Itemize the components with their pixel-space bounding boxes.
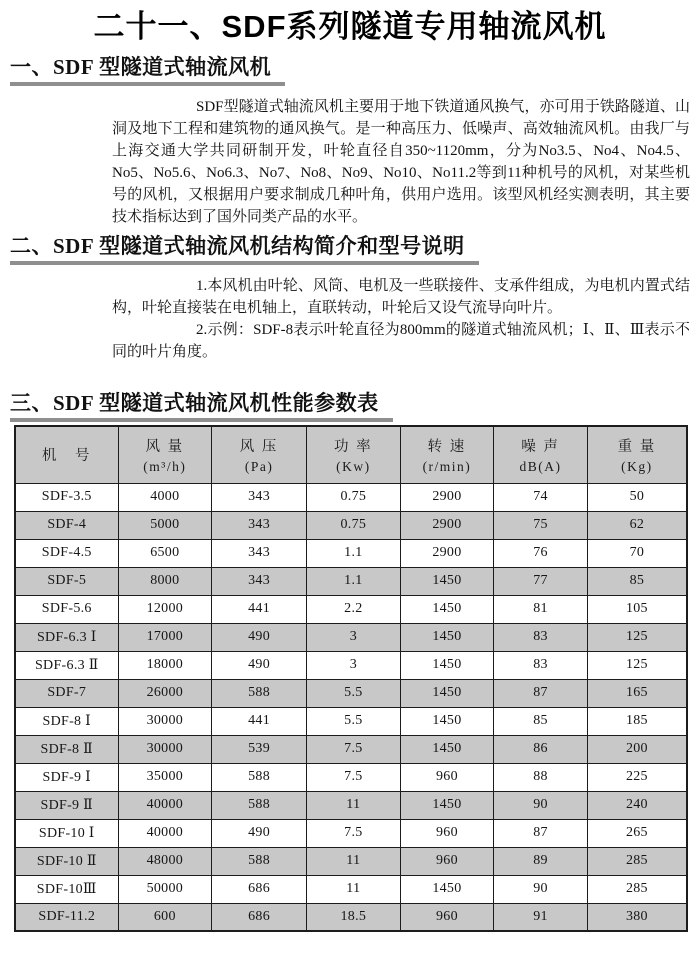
value-cell: 960 — [400, 847, 494, 875]
column-header-noise — [494, 426, 588, 483]
column-header-model — [15, 426, 118, 483]
column-unit: (Kg) — [621, 458, 653, 474]
table-row — [15, 651, 687, 679]
value-cell: 74 — [494, 483, 588, 511]
value-cell: 285 — [587, 875, 687, 903]
table-row — [15, 539, 687, 567]
value-cell: 1.1 — [307, 539, 401, 567]
value-cell: 343 — [212, 511, 307, 539]
heading-underline — [10, 418, 393, 422]
value-cell: 11 — [307, 791, 401, 819]
value-cell: 539 — [212, 735, 307, 763]
value-cell: 81 — [494, 595, 588, 623]
table-row — [15, 819, 687, 847]
model-cell: SDF-3.5 — [15, 483, 118, 511]
value-cell: 89 — [494, 847, 588, 875]
value-cell: 87 — [494, 679, 588, 707]
value-cell: 600 — [118, 903, 212, 931]
value-cell: 30000 — [118, 735, 212, 763]
column-unit: dB(A) — [519, 458, 562, 474]
column-label: 重 量 — [617, 438, 657, 455]
column-label: 功 率 — [334, 438, 373, 455]
value-cell: 343 — [212, 483, 307, 511]
table-row — [15, 679, 687, 707]
model-cell: SDF-4 — [15, 511, 118, 539]
value-cell: 90 — [494, 791, 588, 819]
value-cell: 441 — [212, 707, 307, 735]
value-cell: 1450 — [400, 707, 494, 735]
value-cell: 2900 — [400, 539, 494, 567]
model-cell: SDF-10Ⅲ — [15, 875, 118, 903]
value-cell: 4000 — [118, 483, 212, 511]
table-row — [15, 707, 687, 735]
value-cell: 48000 — [118, 847, 212, 875]
value-cell: 17000 — [118, 623, 212, 651]
value-cell: 165 — [587, 679, 687, 707]
column-header-speed — [400, 426, 494, 483]
column-unit: (m³/h) — [143, 458, 187, 474]
value-cell: 6500 — [118, 539, 212, 567]
section-3-heading — [10, 390, 379, 422]
value-cell: 380 — [587, 903, 687, 931]
model-cell: SDF-7 — [15, 679, 118, 707]
value-cell: 3 — [307, 651, 401, 679]
performance-table — [14, 425, 688, 932]
value-cell: 62 — [587, 511, 687, 539]
value-cell: 2900 — [400, 483, 494, 511]
section-2-heading-text: 二、SDF 型隧道式轴流风机结构简介和型号说明 — [10, 234, 465, 258]
value-cell: 1.1 — [307, 567, 401, 595]
table-row — [15, 875, 687, 903]
value-cell: 225 — [587, 763, 687, 791]
value-cell: 26000 — [118, 679, 212, 707]
value-cell: 1450 — [400, 623, 494, 651]
value-cell: 11 — [307, 875, 401, 903]
value-cell: 86 — [494, 735, 588, 763]
column-header-airflow — [118, 426, 212, 483]
value-cell: 490 — [212, 623, 307, 651]
value-cell: 588 — [212, 847, 307, 875]
value-cell: 2.2 — [307, 595, 401, 623]
value-cell: 91 — [494, 903, 588, 931]
value-cell: 285 — [587, 847, 687, 875]
value-cell: 686 — [212, 875, 307, 903]
column-label: 风 量 — [145, 438, 185, 455]
section-2-heading — [10, 233, 465, 265]
value-cell: 200 — [587, 735, 687, 763]
table-row — [15, 735, 687, 763]
value-cell: 960 — [400, 903, 494, 931]
model-cell: SDF-6.3 Ⅰ — [15, 623, 118, 651]
section-2-body — [112, 275, 690, 363]
value-cell: 343 — [212, 567, 307, 595]
model-cell: SDF-9 Ⅱ — [15, 791, 118, 819]
value-cell: 85 — [587, 567, 687, 595]
value-cell: 125 — [587, 623, 687, 651]
column-header-weight — [587, 426, 687, 483]
value-cell: 5.5 — [307, 679, 401, 707]
value-cell: 30000 — [118, 707, 212, 735]
value-cell: 0.75 — [307, 483, 401, 511]
section-1-heading-text: 一、SDF 型隧道式轴流风机 — [10, 55, 272, 79]
section-1-body — [112, 96, 690, 228]
value-cell: 76 — [494, 539, 588, 567]
table-row — [15, 595, 687, 623]
table-row — [15, 763, 687, 791]
value-cell: 960 — [400, 819, 494, 847]
value-cell: 7.5 — [307, 763, 401, 791]
value-cell: 75 — [494, 511, 588, 539]
value-cell: 1450 — [400, 567, 494, 595]
value-cell: 240 — [587, 791, 687, 819]
section-3-heading-text: 三、SDF 型隧道式轴流风机性能参数表 — [10, 391, 379, 415]
value-cell: 0.75 — [307, 511, 401, 539]
value-cell: 90 — [494, 875, 588, 903]
value-cell: 1450 — [400, 735, 494, 763]
value-cell: 87 — [494, 819, 588, 847]
value-cell: 7.5 — [307, 819, 401, 847]
value-cell: 125 — [587, 651, 687, 679]
value-cell: 588 — [212, 763, 307, 791]
column-unit: (Pa) — [244, 458, 274, 474]
value-cell: 2900 — [400, 511, 494, 539]
value-cell: 1450 — [400, 875, 494, 903]
heading-underline — [10, 261, 479, 265]
value-cell: 35000 — [118, 763, 212, 791]
column-header-pressure — [212, 426, 307, 483]
table-row — [15, 483, 687, 511]
table-body — [15, 483, 687, 931]
column-label: 机 号 — [42, 448, 92, 465]
value-cell: 105 — [587, 595, 687, 623]
value-cell: 441 — [212, 595, 307, 623]
value-cell: 588 — [212, 679, 307, 707]
table-row — [15, 511, 687, 539]
value-cell: 85 — [494, 707, 588, 735]
model-cell: SDF-6.3 Ⅱ — [15, 651, 118, 679]
value-cell: 5.5 — [307, 707, 401, 735]
column-unit: (Kw) — [336, 458, 371, 474]
table-header-row — [15, 426, 687, 483]
model-cell: SDF-10 Ⅱ — [15, 847, 118, 875]
table-row — [15, 567, 687, 595]
heading-underline — [10, 82, 285, 86]
value-cell: 1450 — [400, 679, 494, 707]
value-cell: 588 — [212, 791, 307, 819]
value-cell: 88 — [494, 763, 588, 791]
value-cell: 18.5 — [307, 903, 401, 931]
value-cell: 83 — [494, 651, 588, 679]
value-cell: 686 — [212, 903, 307, 931]
paragraph: 1.本风机由叶轮、风筒、电机及一些联接件、支承件组成，为电机内置式结构，叶轮直接装在电机轴上，直联转动，叶轮后又设气流导向叶片。 — [112, 278, 690, 316]
paragraph: 2.示例：SDF-8表示叶轮直径为800mm的隧道式轴流风机；Ⅰ、Ⅱ、Ⅲ表示不同的叶片角度。 — [112, 322, 690, 360]
value-cell: 50 — [587, 483, 687, 511]
value-cell: 77 — [494, 567, 588, 595]
value-cell: 1450 — [400, 791, 494, 819]
value-cell: 70 — [587, 539, 687, 567]
table-row — [15, 847, 687, 875]
column-header-power — [307, 426, 401, 483]
value-cell: 8000 — [118, 567, 212, 595]
paragraph: SDF型隧道式轴流风机主要用于地下铁道通风换气，亦可用于铁路隧道、山洞及地下工程和建筑物的通风换气。是一种高压力、低噪声、高效轴流风机。由我厂与上海交通大学共同研制开发，叶轮直径自350~1120mm，分为No3.5、No4、No4.5、No5、No5.6、No6.3、No7、No8、No9、No10、No11.2等到11种机号的风机，对某些机号的风机，又根据用户要求制成几种叶角，供用户选用。该型风机经实测表明，其主要技术指标达到了国外同类产品的水平。 — [112, 99, 690, 225]
value-cell: 1450 — [400, 651, 494, 679]
model-cell: SDF-9 Ⅰ — [15, 763, 118, 791]
value-cell: 185 — [587, 707, 687, 735]
value-cell: 343 — [212, 539, 307, 567]
value-cell: 5000 — [118, 511, 212, 539]
value-cell: 40000 — [118, 791, 212, 819]
model-cell: SDF-5.6 — [15, 595, 118, 623]
table-row — [15, 623, 687, 651]
column-label: 噪 声 — [521, 438, 560, 455]
value-cell: 50000 — [118, 875, 212, 903]
table-row — [15, 903, 687, 931]
model-cell: SDF-4.5 — [15, 539, 118, 567]
value-cell: 12000 — [118, 595, 212, 623]
section-1-heading — [10, 54, 271, 86]
value-cell: 11 — [307, 847, 401, 875]
model-cell: SDF-8 Ⅰ — [15, 707, 118, 735]
value-cell: 960 — [400, 763, 494, 791]
value-cell: 490 — [212, 819, 307, 847]
model-cell: SDF-10 Ⅰ — [15, 819, 118, 847]
model-cell: SDF-5 — [15, 567, 118, 595]
value-cell: 83 — [494, 623, 588, 651]
page-title: 二十一、SDF系列隧道专用轴流风机 — [93, 9, 607, 44]
column-unit: (r/min) — [422, 458, 472, 474]
value-cell: 7.5 — [307, 735, 401, 763]
value-cell: 40000 — [118, 819, 212, 847]
value-cell: 490 — [212, 651, 307, 679]
column-label: 转 速 — [427, 438, 467, 455]
value-cell: 265 — [587, 819, 687, 847]
value-cell: 3 — [307, 623, 401, 651]
value-cell: 18000 — [118, 651, 212, 679]
table-row — [15, 791, 687, 819]
model-cell: SDF-11.2 — [15, 903, 118, 931]
column-label: 风 压 — [239, 438, 279, 455]
value-cell: 1450 — [400, 595, 494, 623]
model-cell: SDF-8 Ⅱ — [15, 735, 118, 763]
